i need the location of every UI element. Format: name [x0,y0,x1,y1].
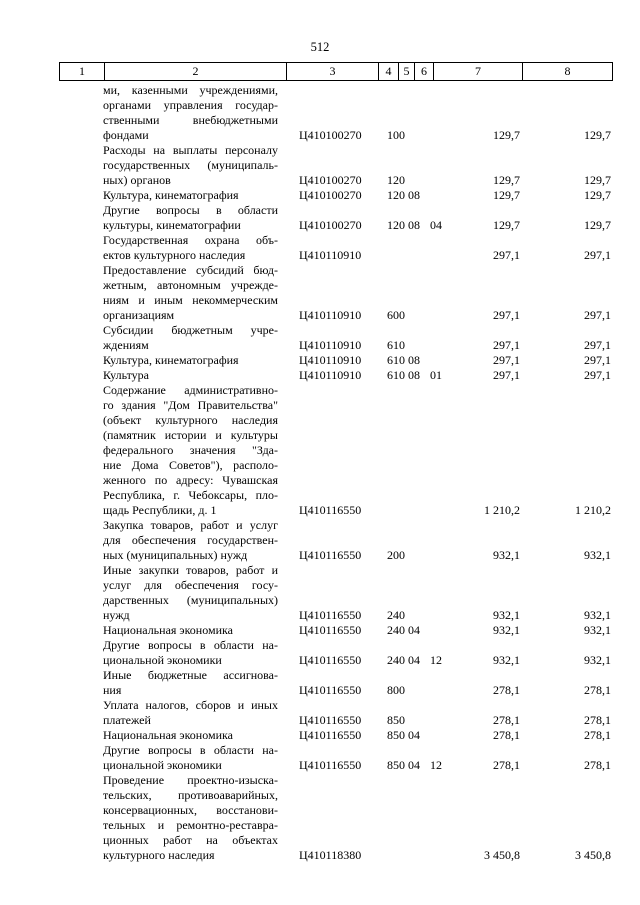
table-row [0,698,640,728]
row-value-7: 932,1 [493,608,520,622]
row-value-7: 129,7 [493,173,520,187]
row-pr: 04 [430,218,442,232]
table-row [0,743,640,773]
row-csr: Ц410100270 [299,128,362,142]
row-value-8: 129,7 [584,188,611,202]
row-name-line: Культура [103,368,149,382]
row-csr: Ц410116550 [299,608,362,622]
row-name-line: культурного наследия [103,848,215,862]
row-name [103,188,278,203]
row-name-line: Содержание административно- [103,383,278,397]
row-value-8: 3 450,8 [575,848,611,862]
row-rz: 04 [408,623,420,637]
table-row [0,728,640,743]
row-rz: 08 [408,188,420,202]
row-name-line: циональной экономики [103,653,222,667]
row-csr: Ц410110910 [299,338,362,352]
row-csr: Ц410100270 [299,218,362,232]
row-value-7: 297,1 [493,308,520,322]
header-col-3: 3 [287,63,379,81]
row-csr: Ц410116550 [299,683,362,697]
row-name [103,368,278,383]
row-value-8: 297,1 [584,308,611,322]
row-value-7: 129,7 [493,128,520,142]
table-row [0,668,640,698]
table-row [0,518,640,563]
header-col-4: 4 [379,63,399,81]
row-value-7: 1 210,2 [484,503,520,517]
table-row [0,143,640,188]
row-name [103,773,278,863]
table-row [0,353,640,368]
row-vr: 120 [387,173,405,187]
row-csr: Ц410110910 [299,353,362,367]
row-value-8: 932,1 [584,548,611,562]
row-vr: 610 [387,338,405,352]
row-value-7: 297,1 [493,353,520,367]
row-csr: Ц410110910 [299,368,362,382]
row-name-line: Предоставление субсидий бюд- [103,263,278,277]
row-name-line: Республика, г. Чебоксары, пло- [103,488,278,502]
row-name [103,353,278,368]
row-value-7: 278,1 [493,758,520,772]
row-value-7: 129,7 [493,188,520,202]
row-name-line: культуры, кинематографии [103,218,241,232]
row-name-line: ных (муниципальных) нужд [103,548,248,562]
row-value-8: 1 210,2 [575,503,611,517]
header-col-6: 6 [415,63,434,81]
row-vr: 610 [387,353,405,367]
row-value-8: 297,1 [584,338,611,352]
row-name-line: Расходы на выплаты персоналу [103,143,278,157]
row-name-line: государственных (муниципаль- [103,158,278,172]
header-col-2: 2 [105,63,287,81]
row-value-7: 932,1 [493,653,520,667]
row-vr: 600 [387,308,405,322]
row-name-line: Другие вопросы в области [103,203,278,217]
row-name-line: организациям [103,308,175,322]
row-value-8: 278,1 [584,758,611,772]
row-csr: Ц410118380 [299,848,362,862]
row-value-8: 278,1 [584,713,611,727]
row-name-line: Другие вопросы в области на- [103,638,278,652]
row-name [103,83,278,143]
header-col-7: 7 [434,63,523,81]
row-name-line: консервационных, восстанови- [103,803,278,817]
row-name-line: органами управления государ- [103,98,278,112]
row-name-line: фондами [103,128,149,142]
row-name-line: женного по адресу: Чувашская [103,473,278,487]
row-name [103,263,278,323]
table-header [59,62,613,81]
row-name-line: для обеспечения государствен- [103,533,278,547]
row-name-line: Субсидии бюджетным учре- [103,323,278,337]
table-row [0,83,640,143]
row-value-8: 278,1 [584,683,611,697]
row-value-8: 129,7 [584,218,611,232]
row-name-line: Государственная охрана объ- [103,233,278,247]
row-vr: 610 [387,368,405,382]
row-name [103,203,278,233]
header-col-8: 8 [523,63,613,81]
row-csr: Ц410116550 [299,728,362,742]
row-name-line: Культура, кинематография [103,188,239,202]
row-value-7: 278,1 [493,728,520,742]
row-name-line: ми, казенными учреждениями, [103,83,278,97]
row-name-line: Иные закупки товаров, работ и [103,563,278,577]
row-name-line: ционных работ на объектах [103,833,278,847]
row-csr: Ц410110910 [299,248,362,262]
row-name-line: дарственных (муниципальных) [103,593,278,607]
row-value-8: 932,1 [584,608,611,622]
row-vr: 120 [387,218,405,232]
row-name-line: щадь Республики, д. 1 [103,503,217,517]
row-vr: 120 [387,188,405,202]
row-csr: Ц410116550 [299,758,362,772]
row-vr: 240 [387,653,405,667]
row-rz: 04 [408,728,420,742]
row-name-line: Культура, кинематография [103,353,239,367]
table-row [0,233,640,263]
row-value-8: 932,1 [584,653,611,667]
table-row [0,188,640,203]
page-number: 512 [310,40,330,54]
row-value-7: 932,1 [493,623,520,637]
row-vr: 850 [387,728,405,742]
row-name [103,323,278,353]
row-vr: 240 [387,608,405,622]
row-value-8: 278,1 [584,728,611,742]
row-name-line: ектов культурного наследия [103,248,246,262]
row-name-line: федерального значения "Зда- [103,443,278,457]
row-name [103,233,278,263]
row-csr: Ц410110910 [299,308,362,322]
row-value-8: 297,1 [584,248,611,262]
row-name [103,698,278,728]
row-name-line: Закупка товаров, работ и услуг [103,518,278,532]
row-value-7: 932,1 [493,548,520,562]
row-vr: 800 [387,683,405,697]
row-csr: Ц410116550 [299,653,362,667]
row-name-line: нужд [103,608,130,622]
row-vr: 200 [387,548,405,562]
row-name-line: Уплата налогов, сборов и иных [103,698,278,712]
row-name-line: Национальная экономика [103,623,233,637]
table-row [0,323,640,353]
row-name [103,383,278,518]
row-rz: 08 [408,368,420,382]
table-row [0,203,640,233]
row-name-line: (памятник истории и культуры [103,428,278,442]
row-name-line: Другие вопросы в области на- [103,743,278,757]
table-row [0,263,640,323]
row-name [103,143,278,188]
row-value-8: 932,1 [584,623,611,637]
row-name-line: циональной экономики [103,758,222,772]
row-name-line: Проведение проектно-изыска- [103,773,278,787]
row-name-line: го здания "Дом Правительства" [103,398,278,412]
row-csr: Ц410116550 [299,548,362,562]
row-value-8: 297,1 [584,353,611,367]
row-value-8: 129,7 [584,128,611,142]
row-csr: Ц410116550 [299,713,362,727]
row-vr: 850 [387,713,405,727]
row-pr: 01 [430,368,442,382]
row-value-7: 129,7 [493,218,520,232]
row-name-line: ждениям [103,338,149,352]
row-value-7: 278,1 [493,683,520,697]
row-name-line: ния [103,683,122,697]
row-name [103,638,278,668]
row-value-7: 297,1 [493,338,520,352]
row-value-7: 297,1 [493,368,520,382]
row-name-line: тельных и ремонтно-реставра- [103,818,278,832]
table-row [0,383,640,518]
row-pr: 12 [430,758,442,772]
row-name-line: услуг для обеспечения госу- [103,578,278,592]
table-row [0,623,640,638]
row-name-line: Национальная экономика [103,728,233,742]
row-name-line: ных) органов [103,173,171,187]
row-value-8: 297,1 [584,368,611,382]
header-col-5: 5 [399,63,415,81]
row-rz: 04 [408,653,420,667]
row-vr: 850 [387,758,405,772]
table-row [0,773,640,863]
row-name [103,668,278,698]
row-pr: 12 [430,653,442,667]
row-name-line: жетным, автономным учрежде- [103,278,278,292]
row-csr: Ц410100270 [299,173,362,187]
row-rz: 08 [408,218,420,232]
row-name [103,623,278,638]
row-vr: 100 [387,128,405,142]
row-name [103,563,278,623]
row-rz: 04 [408,758,420,772]
row-value-7: 297,1 [493,248,520,262]
table-row [0,563,640,623]
row-name-line: ние Дома Советов"), располо- [103,458,278,472]
row-name-line: платежей [103,713,151,727]
row-vr: 240 [387,623,405,637]
row-value-7: 278,1 [493,713,520,727]
table-row [0,638,640,668]
row-name-line: Иные бюджетные ассигнова- [103,668,278,682]
row-csr: Ц410116550 [299,503,362,517]
row-name-line: ственными внебюджетными [103,113,278,127]
row-csr: Ц410100270 [299,188,362,202]
table-row [0,368,640,383]
row-name-line: (объект культурного наследия [103,413,278,427]
row-name [103,743,278,773]
row-csr: Ц410116550 [299,623,362,637]
row-name [103,518,278,563]
row-value-7: 3 450,8 [484,848,520,862]
row-name-line: ниям и иным некоммерческим [103,293,278,307]
row-rz: 08 [408,353,420,367]
row-name-line: тельских, противоаварийных, [103,788,278,802]
header-col-1: 1 [60,63,105,81]
row-value-8: 129,7 [584,173,611,187]
row-name [103,728,278,743]
